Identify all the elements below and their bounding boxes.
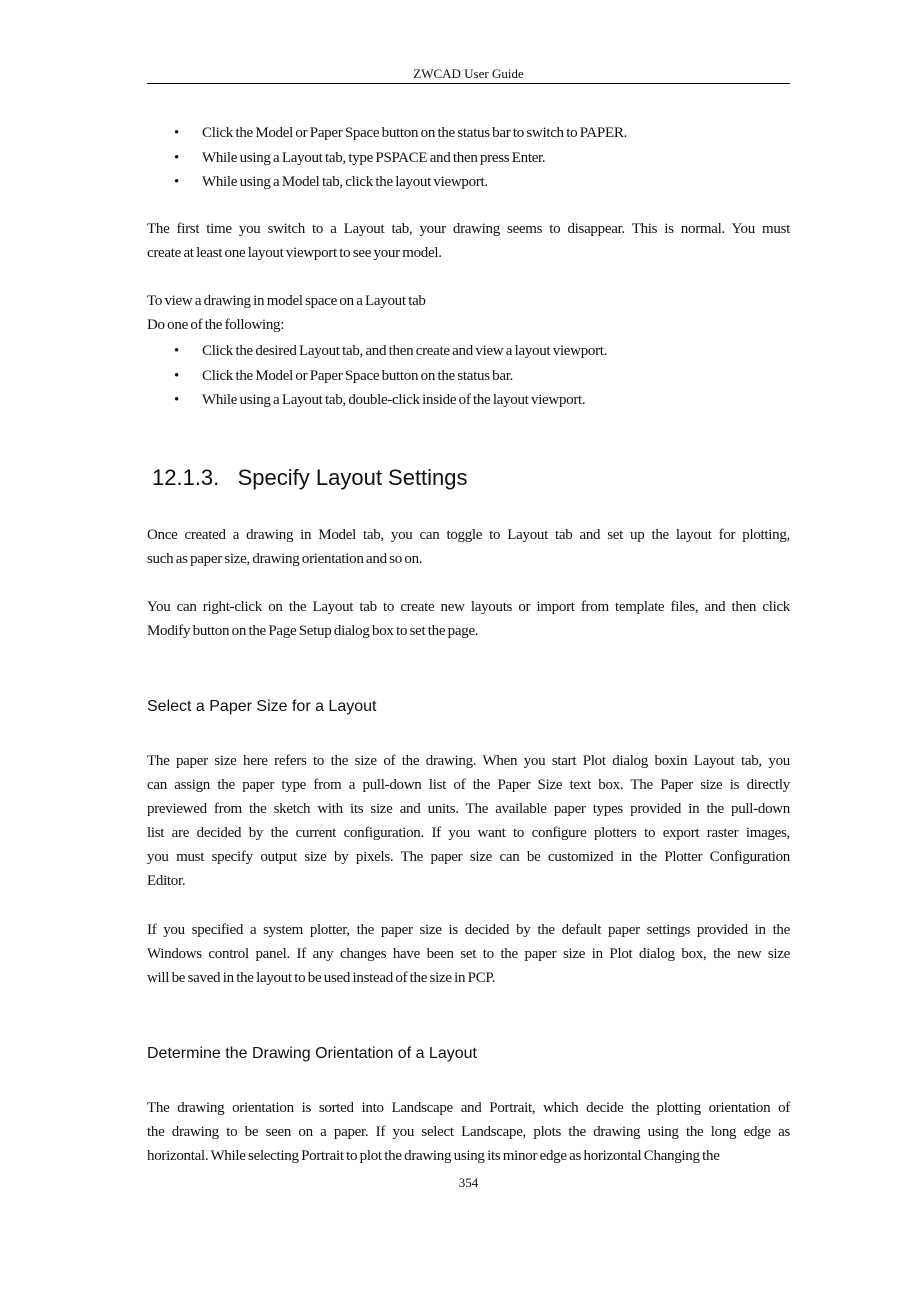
list-item [174, 364, 774, 389]
text-line: can assign the paper type from a pull-down list of the Paper Size text box. The Paper size is directly [147, 777, 790, 793]
paragraph [147, 1096, 790, 1168]
list-item [174, 170, 774, 195]
list-item [174, 121, 774, 146]
text-line: the drawing to be seen on a paper. If you select Landscape, plots the drawing using the long edge as [147, 1124, 790, 1140]
paragraph [147, 749, 790, 893]
text-line: The drawing orientation is sorted into Landscape and Portrait, which decide the plotting orientation of [147, 1100, 790, 1116]
paragraph [147, 595, 790, 643]
text-line: Do one of the following: [147, 317, 285, 333]
text-line: If you specified a system plotter, the paper size is decided by the default paper settings provided in the [147, 922, 790, 938]
bullet-list [174, 121, 774, 195]
paragraph [147, 918, 790, 990]
list-item [174, 146, 774, 171]
list-item [174, 339, 774, 364]
text-line: Once created a drawing in Model tab, you can toggle to Layout tab and set up the layout for plotting, [147, 527, 790, 543]
text-line: Modify button on the Page Setup dialog box to set the page. [147, 623, 479, 639]
text-line: will be saved in the layout to be used instead of the size in PCP. [147, 970, 496, 986]
text-line: list are decided by the current configuration. If you want to configure plotters to export raster images, [147, 825, 790, 841]
text-line: such as paper size, drawing orientation and so on. [147, 551, 423, 567]
paragraph [147, 289, 790, 337]
text-line: previewed from the sketch with its size and units. The available paper types provided in the pull-down [147, 801, 790, 817]
bullet-icon: • [174, 149, 179, 166]
subheading: Determine the Drawing Orientation of a Layout [147, 1045, 477, 1062]
bullet-icon: • [174, 392, 179, 408]
paragraph [147, 217, 790, 265]
text-line: create at least one layout viewport to see your model. [147, 245, 442, 261]
list-item-text: While using a Layout tab, type PSPACE and then press Enter. [202, 149, 546, 166]
list-item-text: While using a Model tab, click the layout viewport. [202, 174, 488, 190]
bullet-list [174, 339, 774, 413]
list-item-text: While using a Layout tab, double-click inside of the layout viewport. [202, 392, 586, 408]
text-line: The paper size here refers to the size of the drawing. When you start Plot dialog boxin Layout tab, you [147, 753, 790, 769]
text-line: Editor. [147, 873, 186, 889]
bullet-icon: • [174, 343, 179, 359]
bullet-icon: • [174, 125, 179, 141]
section-heading: 12.1.3. Specify Layout Settings [152, 465, 468, 490]
text-line: You can right-click on the Layout tab to create new layouts or import from template files, and then click [147, 599, 790, 615]
list-item-text: Click the Model or Paper Space button on the status bar. [202, 367, 514, 384]
bullet-icon: • [174, 367, 179, 384]
subheading: Select a Paper Size for a Layout [147, 698, 377, 715]
header-rule [147, 83, 790, 84]
running-header: ZWCAD User Guide [413, 66, 524, 81]
paragraph [147, 523, 790, 571]
text-line: Windows control panel. If any changes have been set to the paper size in Plot dialog box, the new size [147, 946, 790, 962]
list-item-text: Click the desired Layout tab, and then create and view a layout viewport. [202, 343, 608, 359]
page-number: 354 [458, 1175, 479, 1190]
list-item-text: Click the Model or Paper Space button on the status bar to switch to PAPER. [202, 125, 627, 141]
list-item [174, 388, 774, 413]
text-line: you must specify output size by pixels. The paper size can be customized in the Plotter Configuration [147, 849, 790, 865]
text-line: The first time you switch to a Layout tab, your drawing seems to disappear. This is normal. You must [147, 221, 790, 237]
bullet-icon: • [174, 174, 179, 190]
text-line: horizontal. While selecting Portrait to plot the drawing using its minor edge as horizontal Changing the [147, 1148, 720, 1164]
text-line: To view a drawing in model space on a Layout tab [147, 293, 426, 309]
